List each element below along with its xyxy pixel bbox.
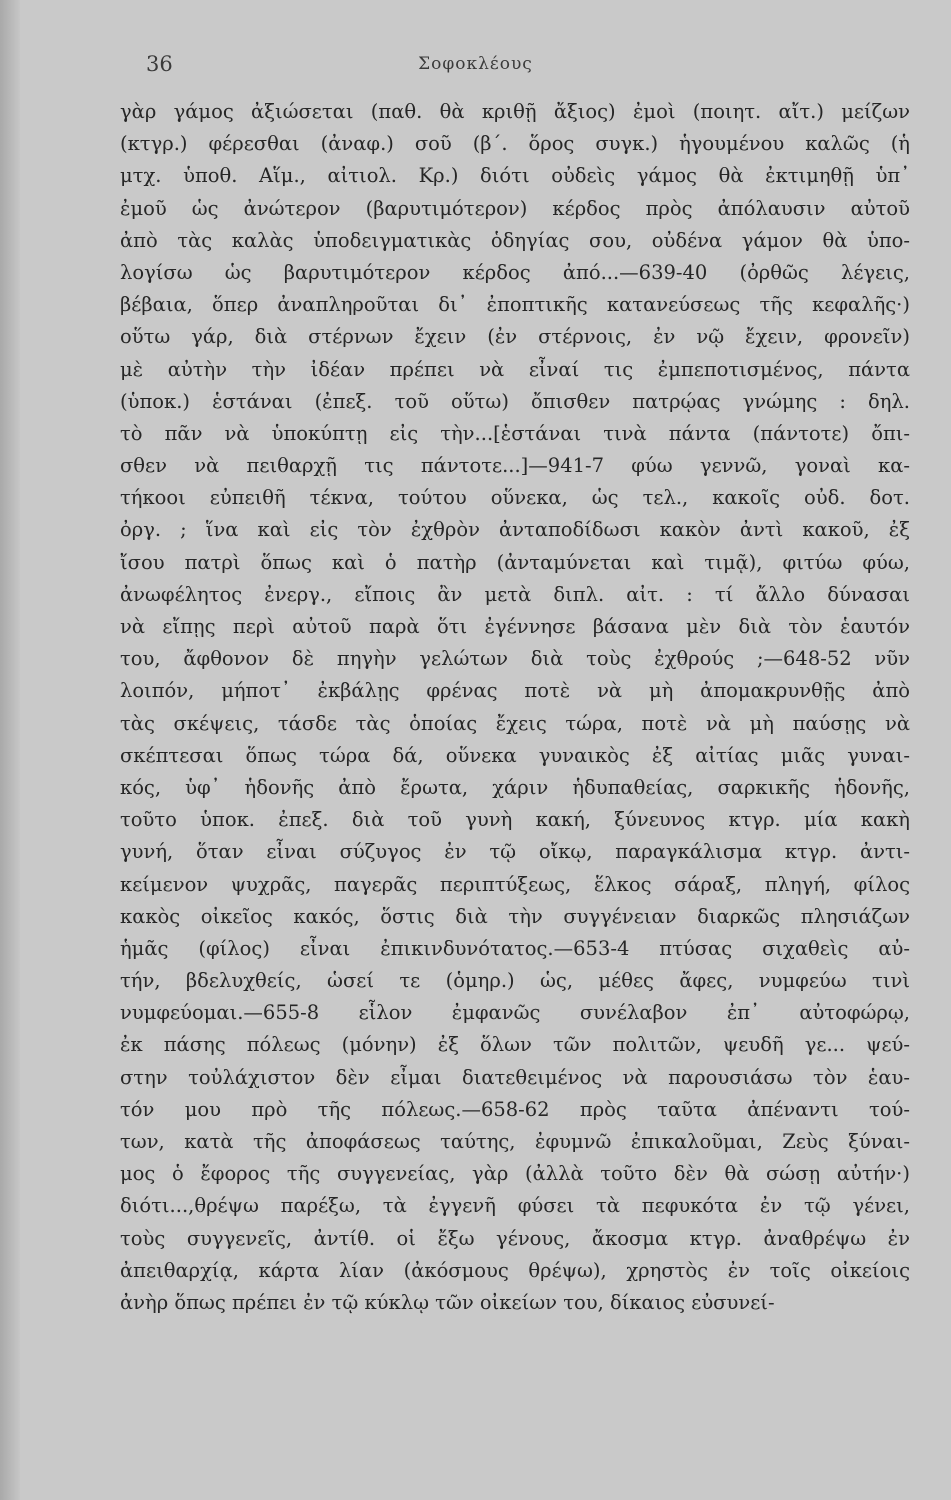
text-line: τόν μου πρὸ τῆς πόλεως.—658-62 πρὸς ταῦτα ἀπέναντι τού-: [120, 1097, 910, 1121]
text-line: οὕτω γάρ, διὰ στέρνων ἔχειν (ἐν στέρνοις, ἐν νῷ ἔχειν, φρονεῖν): [120, 325, 910, 349]
text-line: ἀπὸ τὰς καλὰς ὑποδειγματικὰς ὁδηγίας σου, οὐδένα γάμον θὰ ὑπο-: [120, 228, 910, 252]
text-line: (κτγρ.) φέρεσθαι (ἀναφ.) σοῦ (β΄. ὅρος συγκ.) ἡγουμένου καλῶς (ἡ: [120, 132, 910, 156]
text-line: κός, ὑφ᾿ ἡδονῆς ἀπὸ ἔρωτα, χάριν ἡδυπαθείας, σαρκικῆς ἡδονῆς,: [120, 775, 910, 799]
text-line: τοὺς συγγενεῖς, ἀντίθ. οἱ ἔξω γένους, ἄκοσμα κτγρ. ἀναθρέψω ἐν: [120, 1226, 910, 1250]
page-number: 36: [146, 52, 173, 76]
text-line: ἐκ πάσης πόλεως (μόνην) ἐξ ὅλων τῶν πολιτῶν, ψευδῆ γε... ψεύ-: [120, 1033, 910, 1057]
text-line: μος ὁ ἔφορος τῆς συγγενείας, γὰρ (ἀλλὰ τοῦτο δὲν θὰ σώσῃ αὐτήν·): [120, 1162, 910, 1186]
text-line: του, ἄφθονον δὲ πηγὴν γελώτων διὰ τοὺς ἐχθρούς ;—648-52 νῦν: [120, 647, 910, 671]
text-line: σκέπτεσαι ὅπως τώρα δά, οὕνεκα γυναικὸς ἐξ αἰτίας μιᾶς γυναι-: [120, 743, 910, 767]
text-line: γυνή, ὅταν εἶναι σύζυγος ἐν τῷ οἴκῳ, παραγκάλισμα κτγρ. ἀντι-: [120, 840, 910, 864]
text-line: μτχ. ὑποθ. Αἵμ., αἰτιολ. Κρ.) διότι οὐδεὶς γάμος θὰ ἐκτιμηθῇ ὑπ᾿: [120, 164, 910, 188]
text-line: τήν, βδελυχθείς, ὡσεί τε (ὁμηρ.) ὡς, μέθες ἄφες, νυμφεύω τινὶ: [120, 969, 910, 993]
running-head: Σοφοκλέους: [418, 54, 533, 74]
text-line: βέβαια, ὅπερ ἀναπληροῦται δι᾿ ἐποπτικῆς κατανεύσεως τῆς κεφαλῆς·): [120, 293, 910, 317]
text-line: νὰ εἴπῃς περὶ αὐτοῦ παρὰ ὅτι ἐγέννησε βάσανα μὲν διὰ τὸν ἑαυτόν: [120, 615, 910, 638]
page-header: [0, 52, 951, 92]
text-line: τὰς σκέψεις, τάσδε τὰς ὁποίας ἔχεις τώρα, ποτὲ νὰ μὴ παύσῃς νὰ: [120, 711, 910, 735]
text-line: λογίσω ὡς βαρυτιμότερον κέρδος ἀπό...—639-40 (ὀρθῶς λέγεις,: [120, 260, 910, 284]
text-line: ἴσου πατρὶ ὅπως καὶ ὁ πατὴρ (ἀνταμύνεται καὶ τιμᾷ), φιτύω φύω,: [120, 550, 910, 574]
text-line: σθεν νὰ πειθαρχῇ τις πάντοτε...]—941-7 φύω γεννῶ, γοναὶ κα-: [120, 454, 910, 478]
text-line: νυμφεύομαι.—655-8 εἷλον ἐμφανῶς συνέλαβον ἐπ᾿ αὐτοφώρῳ,: [120, 1001, 910, 1025]
text-line: των, κατὰ τῆς ἀποφάσεως ταύτης, ἐφυμνῶ ἐπικαλοῦμαι, Ζεὺς ξύναι-: [120, 1130, 910, 1153]
text-line: ἡμᾶς (φίλος) εἶναι ἐπικινδυνότατος.—653-4 πτύσας σιχαθεὶς αὐ-: [120, 936, 910, 960]
text-line: λοιπόν, μήποτ᾿ ἐκβάλῃς φρένας ποτὲ νὰ μὴ ἀπομακρυνθῇς ἀπὸ: [120, 679, 910, 703]
text-line: ἀνὴρ ὅπως πρέπει ἐν τῷ κύκλῳ τῶν οἰκείων του, δίκαιος εὐσυνεί-: [120, 1290, 775, 1314]
commentary-text: [120, 96, 910, 1319]
text-line: τήκοοι εὐπειθῆ τέκνα, τούτου οὕνεκα, ὡς τελ., κακοῖς οὐδ. δοτ.: [120, 486, 910, 510]
text-line: τοῦτο ὑποκ. ἐπεξ. διὰ τοῦ γυνὴ κακή, ξύνευνος κτγρ. μία κακὴ: [120, 808, 910, 832]
page-binding-edge: [0, 0, 20, 1500]
text-line: κείμενον ψυχρᾶς, παγερᾶς περιπτύξεως, ἕλκος σάραξ, πληγή, φίλος: [120, 872, 910, 896]
text-line: τὸ πᾶν νὰ ὑποκύπτῃ εἰς τὴν...[ἑστάναι τινὰ πάντα (πάντοτε) ὄπι-: [120, 421, 910, 445]
text-line: μὲ αὐτὴν τὴν ἰδέαν πρέπει νὰ εἶναί τις ἐμπεποτισμένος, πάντα: [120, 357, 910, 381]
text-line: κακὸς οἰκεῖος κακός, ὅστις διὰ τὴν συγγένειαν διαρκῶς πλησιάζων: [120, 904, 910, 928]
text-line: ὀργ. ; ἵνα καὶ εἰς τὸν ἐχθρὸν ἀνταποδίδωσι κακὸν ἀντὶ κακοῦ, ἐξ: [120, 518, 910, 542]
text-line: ἀνωφέλητος ἐνεργ., εἴποις ἂν μετὰ διπλ. αἰτ. : τί ἄλλο δύνασαι: [120, 582, 910, 606]
text-line: διότι...,θρέψω παρέξω, τὰ ἐγγενῆ φύσει τὰ πεφυκότα ἐν τῷ γένει,: [120, 1194, 910, 1218]
text-line: γὰρ γάμος ἀξιώσεται (παθ. θὰ κριθῇ ἄξιος) ἐμοὶ (ποιητ. αἴτ.) μείζων: [120, 100, 910, 123]
text-line: ἀπειθαρχίᾳ, κάρτα λίαν (ἀκόσμους θρέψω), χρηστὸς ἐν τοῖς οἰκείοις: [120, 1258, 910, 1282]
text-line: στην τοὐλάχιστον δὲν εἶμαι διατεθειμένος νὰ παρουσιάσω τὸν ἑαυ-: [120, 1065, 910, 1089]
text-line: ἐμοῦ ὡς ἀνώτερον (βαρυτιμότερον) κέρδος πρὸς ἀπόλαυσιν αὐτοῦ: [120, 196, 910, 220]
text-line: (ὑποκ.) ἑστάναι (ἐπεξ. τοῦ οὕτω) ὄπισθεν πατρῴας γνώμης : δηλ.: [120, 389, 910, 413]
